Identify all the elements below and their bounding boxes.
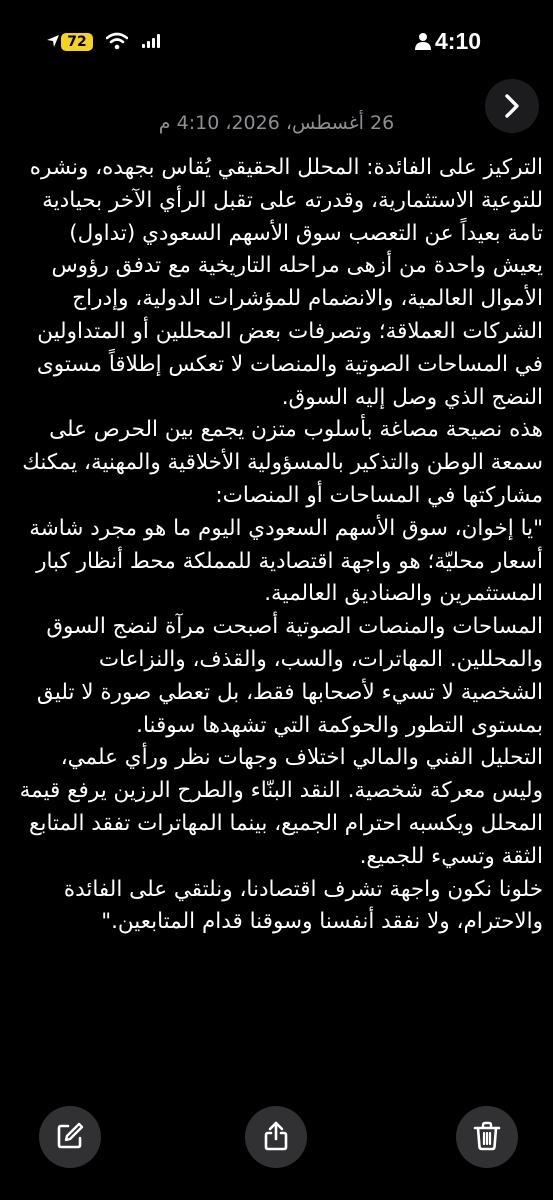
wifi-icon: [106, 32, 128, 50]
note-paragraph: هذه نصيحة مصاغة بأسلوب متزن يجمع بين الحرص على سمعة الوطن والتذكير بالمسؤولية الأخلاقية والمهنية، يمكنك مشاركتها في المساحات أو المنصات:: [22, 417, 543, 508]
cellular-signal-icon: [142, 34, 160, 48]
trash-icon: [471, 1120, 503, 1152]
compose-icon: [54, 1120, 86, 1152]
share-icon: [260, 1120, 292, 1152]
note-paragraph: خلونا نكون واجهة تشرف اقتصادنا، ونلتقي على الفائدة والاحترام، ولا نفقد أنفسنا وسوقنا قدام المتابعين.": [63, 876, 543, 935]
note-paragraph: "يا إخوان، سوق الأسهم السعودي اليوم ما هو مجرد شاشة أسعار محليّة؛ هو واجهة اقتصادية للمملكة محط أنظار كبار المستثمرين والصناديق العالمية.: [29, 515, 543, 607]
note-paragraph: التحليل الفني والمالي اختلاف وجهات نظر ورأي علمي، وليس معركة شخصية. النقد البنّاء والطرح الرزين يرفع قيمة المحلل ويكسبه احترام الجميع، بينما المهاترات تفقد المتابع الثقة وتسيء للجميع.: [19, 745, 543, 869]
note-body[interactable]: [14, 152, 543, 1197]
status-bar: [0, 0, 553, 80]
battery-indicator: 72: [61, 33, 93, 51]
share-button[interactable]: [245, 1106, 307, 1168]
delete-button[interactable]: [456, 1106, 518, 1168]
person-icon: [414, 32, 432, 50]
note-paragraph: المساحات والمنصات الصوتية أصبحت مرآة لنضج السوق والمحللين. المهاترات، والسب، والقذف، والنزاعات الشخصية لا تسيء لأصحابها فقط، بل تعطي صورة لا تليق بمستوى التطور والحوكمة التي تشهدها سوقنا.: [36, 614, 543, 738]
note-paragraph: التركيز على الفائدة: المحلل الحقيقي يُقاس بجهده، ونشره للتوعية الاستثمارية، وقدرته على تقبل الرأي الآخر بحيادية تامة بعيداً عن التعصب سوق الأسهم السعودي (تداول) يعيش واحدة من أزهى مراحله التاريخية مع تدفق رؤوس الأموال العالمية، والانضمام للمؤشرات الدولية، وإدراج الشركات العملاقة؛ وتصرفات بعض المحللين أو المتداولين في المساحات الصوتية والمنصات لا تعكس إطلاقاً مستوى النضج الذي وصل إليه السوق.: [29, 155, 543, 410]
edit-button[interactable]: [39, 1106, 101, 1168]
location-icon: [46, 34, 60, 48]
note-timestamp: 26 أغسطس، 2026، 4:10 م: [158, 112, 395, 134]
status-time: 4:10: [435, 28, 482, 54]
